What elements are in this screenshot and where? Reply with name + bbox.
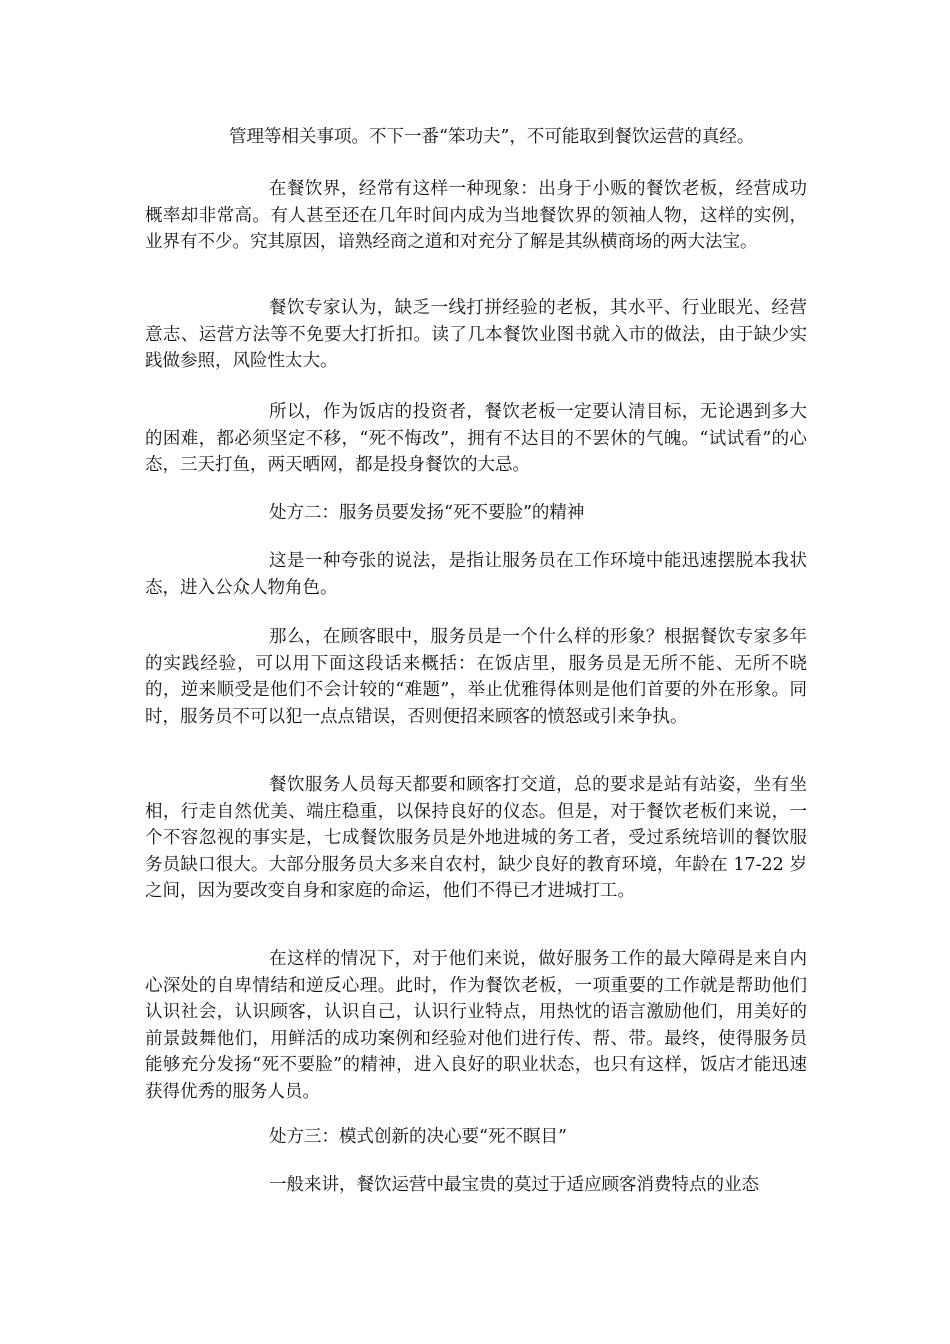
paragraph-3: 所以，作为饭店的投资者，餐饮老板一定要认清目标，无论遇到多大的困难，都必须坚定不移，“死不悔改”，拥有不达目的不罢休的气魄。“试试看”的心态，三天打鱼，两天晒网，都是投身餐饮的大忌。 xyxy=(145,402,807,475)
paragraph-5: 那么，在顾客眼中，服务员是一个什么样的形象？根据餐饮专家多年的实践经验，可以用下面这段话来概括：在饭店里，服务员是无所不能、无所不晓的，逆来顺受是他们不会计较的“难题”，举止优雅得体则是他们首要的外在形象。同时，服务员不可以犯一点点错误，否则便招来顾客的愤怒或引来争执。 xyxy=(145,627,807,727)
paragraph-8: 一般来讲，餐饮运营中最宝贵的莫过于适应顾客消费特点的业态 xyxy=(269,1175,759,1195)
continuation-line: 管理等相关事项。不下一番“笨功夫”，不可能取到餐饮运营的真经。 xyxy=(229,127,755,147)
paragraph-2: 餐饮专家认为，缺乏一线打拼经验的老板，其水平、行业眼光、经营意志、运营方法等不免要大打折扣。读了几本餐饮业图书就入市的做法，由于缺少实践做参照，风险性太大。 xyxy=(145,298,807,371)
paragraph-1: 在餐饮界，经常有这样一种现象：出身于小贩的餐饮老板，经营成功概率却非常高。有人甚至还在几年时间内成为当地餐饮界的领袖人物，这样的实例，业界有不少。究其原因，谙熟经商之道和对充分了解是其纵横商场的两大法宝。 xyxy=(145,179,807,252)
paragraph-4: 这是一种夸张的说法，是指让服务员在工作环境中能迅速摆脱本我状态，进入公众人物角色。 xyxy=(145,551,807,598)
paragraph-7: 在这样的情况下，对于他们来说，做好服务工作的最大障碍是来自内心深处的自卑情结和逆反心理。此时，作为餐饮老板，一项重要的工作就是帮助他们认识社会，认识顾客，认识自己，认识行业特点，用热忱的语言激励他们，用美好的前景鼓舞他们，用鲜活的成功案例和经验对他们进行传、帮、带。最终，使得服务员能够充分发扬“死不要脸”的精神，进入良好的职业状态，也只有这样，饭店才能迅速获得优秀的服务人员。 xyxy=(145,949,807,1102)
section-heading-3: 处方三：模式创新的决心要“死不瞑目” xyxy=(269,1127,567,1147)
paragraph-6: 餐饮服务人员每天都要和顾客打交道，总的要求是站有站姿，坐有坐相，行走自然优美、端庄稳重，以保持良好的仪态。但是，对于餐饮老板们来说，一个不容忽视的事实是，七成餐饮服务员是外地进城的务工者，受过系统培训的餐饮服务员缺口很大。大部分服务员大多来自农村，缺少良好的教育环境，年龄在 17-22 岁之间，因为要改变自身和家庭的命运，他们不得已才进城打工。 xyxy=(145,775,807,901)
section-heading-2: 处方二：服务员要发扬“死不要脸”的精神 xyxy=(269,503,585,523)
